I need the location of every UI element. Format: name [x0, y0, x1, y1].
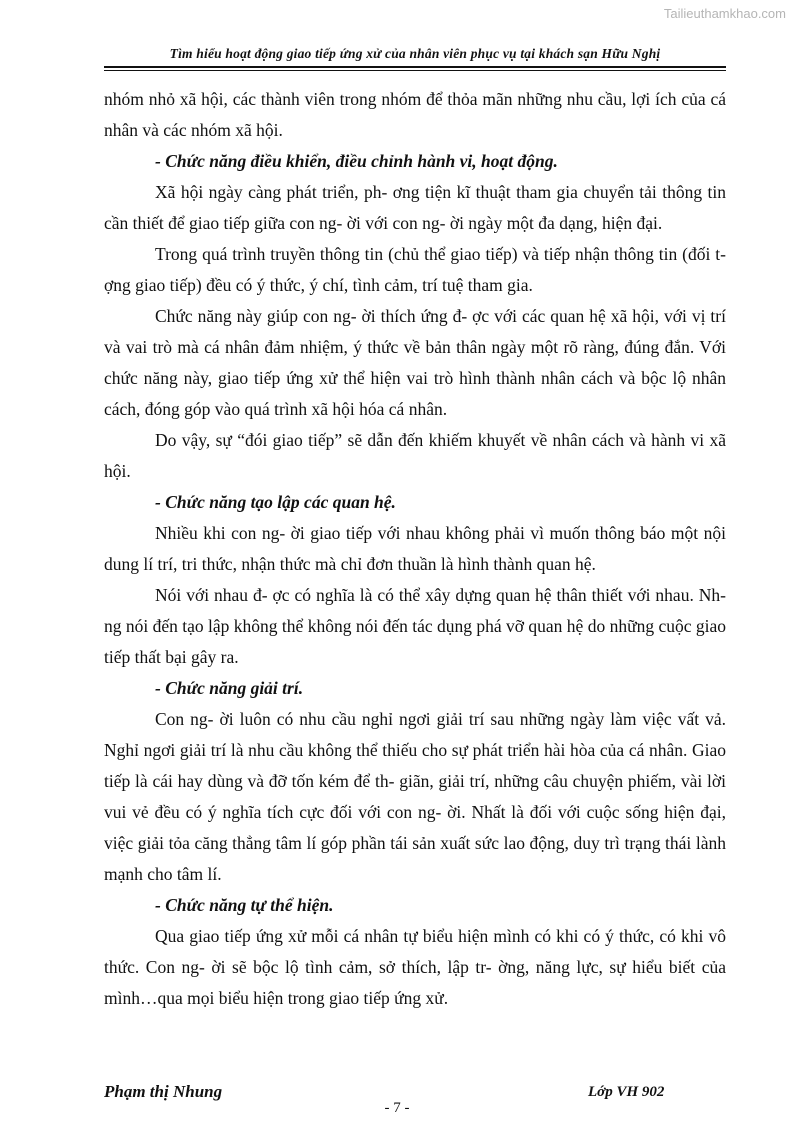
page-number: - 7 - [384, 1100, 410, 1116]
document-body [104, 84, 726, 1014]
footer-class: Lớp VH 902 [588, 1084, 665, 1100]
page-header-title: Tìm hiểu hoạt động giao tiếp ứng xử của nhân viên phục vụ tại khách sạn Hữu Nghị [169, 46, 661, 61]
paragraph: Qua giao tiếp ứng xử mỗi cá nhân tự biểu hiện mình có khi có ý thức, có khi vô thức. Con ng- ời sẽ bộc lộ tình cảm, sở thích, lập tr- ờng, năng lực, sự hiểu biết của mình…qua mọi biểu hiện trong giao tiếp ứng xử. [104, 926, 726, 1008]
watermark: Tailieuthamkhao.com [663, 6, 786, 21]
paragraph: Do vậy, sự “đói giao tiếp” sẽ dẫn đến khiếm khuyết về nhân cách và hành vi xã hội. [104, 430, 726, 481]
paragraph: Nhiều khi con ng- ời giao tiếp với nhau không phải vì muốn thông báo một nội dung lí trí, tri thức, nhận thức mà chỉ đơn thuần là hình thành quan hệ. [104, 523, 726, 574]
footer-author: Phạm thị Nhung [104, 1082, 223, 1101]
paragraph: Con ng- ời luôn có nhu cầu nghỉ ngơi giải trí sau những ngày làm việc vất vả. Nghỉ ngơi giải trí là nhu cầu không thể thiếu cho sự phát triển hài hòa của cá nhân. Giao tiếp là cái hay dùng và đỡ tốn kém để th- giãn, giải trí, những câu chuyện phiếm, vài lời vui vẻ đều có ý nghĩa tích cực đối với con ng- ời. Nhất là đối với cuộc sống hiện đại, việc giải tỏa căng thẳng tâm lí góp phần tái sản xuất sức lao động, duy trì trạng thái lành mạnh cho tâm lí. [104, 709, 726, 884]
section-heading: - Chức năng điều khiển, điều chỉnh hành vi, hoạt động. [155, 151, 558, 171]
paragraph: Xã hội ngày càng phát triển, ph- ơng tiện kĩ thuật tham gia chuyển tải thông tin cần thiết để giao tiếp giữa con ng- ời với con ng- ời ngày một đa dạng, hiện đại. [104, 182, 726, 233]
section-heading: - Chức năng tạo lập các quan hệ. [155, 492, 396, 512]
header-rule-thin [104, 70, 726, 71]
paragraph-continuation: nhóm nhỏ xã hội, các thành viên trong nhóm để thỏa mãn những nhu cầu, lợi ích của cá nhân và các nhóm xã hội. [104, 89, 726, 140]
paragraph: Nói với nhau đ- ợc có nghĩa là có thể xây dựng quan hệ thân thiết với nhau. Nh- ng nói đến tạo lập không thể không nói đến tác dụng phá vỡ quan hệ do những cuộc giao tiếp thất bại gây ra. [104, 585, 726, 667]
section-heading: - Chức năng giải trí. [155, 678, 304, 698]
header-rule-thick [104, 66, 726, 68]
section-heading: - Chức năng tự thể hiện. [155, 895, 334, 915]
paragraph: Trong quá trình truyền thông tin (chủ thể giao tiếp) và tiếp nhận thông tin (đối t- ợng giao tiếp) đều có ý thức, ý chí, tình cảm, trí tuệ tham gia. [104, 244, 726, 295]
paragraph: Chức năng này giúp con ng- ời thích ứng đ- ợc với các quan hệ xã hội, với vị trí và vai trò mà cá nhân đảm nhiệm, ý thức về bản thân ngày một rõ ràng, đúng đắn. Với chức năng này, giao tiếp ứng xử thể hiện vai trò hình thành nhân cách và bộc lộ nhân cách, đóng góp vào quá trình xã hội hóa cá nhân. [104, 306, 726, 419]
